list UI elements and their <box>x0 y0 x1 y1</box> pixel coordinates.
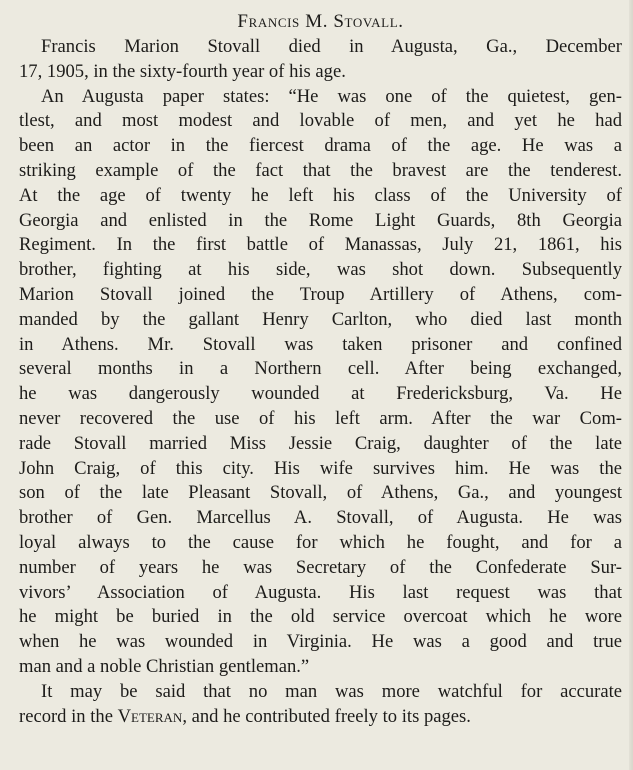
text-line: loyal always to the cause for which he fought, and for a <box>19 531 622 553</box>
text-line: Francis Marion Stovall died in Augusta, Ga., December <box>41 36 622 57</box>
text-fragment: , and he contributed freely to its pages. <box>182 705 471 727</box>
text-line: An Augusta paper states: “He was one of the quietest, gen- <box>41 85 622 107</box>
veteran-publication-name: Veteran <box>117 705 183 727</box>
text-line: number of years he was Secretary of the Confederate Sur- <box>19 556 622 578</box>
text-line: John Craig, of this city. His wife survives him. He was the <box>19 457 622 479</box>
text-line: he was dangerously wounded at Fredericksburg, Va. He <box>19 383 622 405</box>
text-line: striking example of the fact that the bravest are the tenderest. <box>19 159 622 181</box>
text-line: been an actor in the fiercest drama of the age. He was a <box>19 135 622 157</box>
text-line: At the age of twenty he left his class of the University of <box>19 184 622 206</box>
text-line: in Athens. Mr. Stovall was taken prisoner and confined <box>19 333 622 355</box>
text-line: Regiment. In the first battle of Manassas, July 21, 1861, his <box>19 234 622 256</box>
text-line <box>19 705 622 730</box>
text-line: tlest, and most modest and lovable of men, and yet he had <box>19 110 622 132</box>
paragraph-augusta-paper-quote <box>19 85 622 680</box>
text-line: It may be said that no man was more watchful for accurate <box>41 680 622 702</box>
text-line: brother of Gen. Marcellus A. Stovall, of Augusta. He was <box>19 507 622 529</box>
article-heading: Francis M. Stovall. <box>237 11 404 32</box>
text-line: man and a noble Christian gentleman.” <box>19 655 310 677</box>
text-line: son of the late Pleasant Stovall, of Athens, Ga., and youngest <box>19 482 622 504</box>
text-fragment: record in the <box>19 705 118 727</box>
page-edge-shadow <box>629 0 633 770</box>
text-line: when he was wounded in Virginia. He was a good and true <box>19 631 622 653</box>
text-line: vivors’ Association of Augusta. His last request was that <box>19 581 622 603</box>
paragraph-death-notice <box>19 35 622 85</box>
text-line: Georgia and enlisted in the Rome Light Guards, 8th Georgia <box>19 209 622 231</box>
text-line: 17, 1905, in the sixty-fourth year of his age. <box>19 60 346 82</box>
paragraph-veteran-contribution <box>19 680 622 730</box>
text-line: Marion Stovall joined the Troup Artillery of Athens, com- <box>19 283 622 305</box>
text-line: he might be buried in the old service overcoat which he wore <box>19 606 622 628</box>
text-line: never recovered the use of his left arm. After the war Com- <box>19 407 622 429</box>
text-line: several months in a Northern cell. After being exchanged, <box>19 358 622 380</box>
text-line: manded by the gallant Henry Carlton, who died last month <box>19 308 622 330</box>
text-line: brother, fighting at his side, was shot down. Subsequently <box>19 259 622 281</box>
text-line: rade Stovall married Miss Jessie Craig, daughter of the late <box>19 432 622 454</box>
